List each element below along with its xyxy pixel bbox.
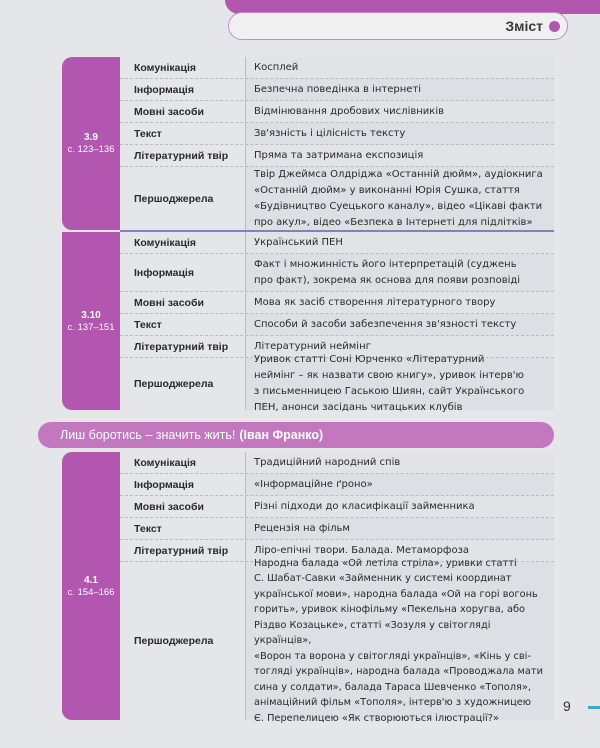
row-value: Мова як засіб створення літературного твору xyxy=(246,292,554,313)
row-key: Текст xyxy=(120,123,246,144)
row-value: Пряма та затримана експозиція xyxy=(246,145,554,166)
row-key: Комунікація xyxy=(120,232,246,253)
lesson-number: 4.1 xyxy=(84,574,98,586)
row-value: Твір Джеймса Олдріджа «Останній дюйм», аудіокнига «Останній дюйм» у виконанні Юрія Сушка, стаття «Будівництво Суецького каналу», відео «Цікаві факти про акул», відео «Безпека в Інтернеті для підлітків» xyxy=(246,167,554,230)
row-key: Мовні засоби xyxy=(120,292,246,313)
quote-text: Лиш боротись – значить жить! xyxy=(60,428,236,442)
row-value: Факт і множинність його інтерпретацій (суджень про факт), зокрема як основа для появи розповіді xyxy=(246,254,554,291)
table-row xyxy=(120,145,554,167)
table-row xyxy=(120,101,554,123)
table-row xyxy=(120,557,554,724)
lesson-pages: с. 123–136 xyxy=(67,144,115,155)
quote-banner xyxy=(38,422,554,448)
table-row xyxy=(120,123,554,145)
lesson-rows xyxy=(120,452,554,724)
row-key: Комунікація xyxy=(120,57,246,78)
table-row xyxy=(120,254,554,292)
row-key: Мовні засоби xyxy=(120,496,246,517)
lesson-rows xyxy=(120,232,554,413)
row-key: Літературний твір xyxy=(120,540,246,561)
lesson-pages: с. 154–166 xyxy=(67,586,115,598)
table-row xyxy=(120,452,554,474)
table-row xyxy=(120,57,554,79)
row-value: Косплей xyxy=(246,57,554,78)
lesson-block-4-1 xyxy=(62,452,554,724)
row-key: Інформація xyxy=(120,79,246,100)
row-value: Традиційний народний спів xyxy=(246,452,554,473)
row-value: Відмінювання дробових числівників xyxy=(246,101,554,122)
table-row xyxy=(120,518,554,540)
section-title: Зміст xyxy=(505,18,543,34)
lesson-number: 3.9 xyxy=(84,132,98,143)
row-value: Український ПЕН xyxy=(246,232,554,253)
row-key: Текст xyxy=(120,314,246,335)
row-key: Мовні засоби xyxy=(120,101,246,122)
row-value: Безпечна поведінка в інтернеті xyxy=(246,79,554,100)
table-row xyxy=(120,496,554,518)
lesson-rows xyxy=(120,57,554,230)
lesson-block-3-10 xyxy=(62,232,554,413)
table-row xyxy=(120,314,554,336)
table-row xyxy=(120,354,554,413)
lesson-block-3-9 xyxy=(62,57,554,230)
row-key: Інформація xyxy=(120,254,246,291)
row-value: «Інформаційне ґроно» xyxy=(246,474,554,495)
lesson-label xyxy=(62,452,120,720)
row-value: Різні підходи до класифікації займенника xyxy=(246,496,554,517)
row-key: Літературний твір xyxy=(120,145,246,166)
lesson-pages: с. 137–151 xyxy=(67,321,115,333)
row-value: Уривок статті Соні Юрченко «Літературний неймінг – як назвати свою книгу», уривок інтерв'ю з письменницею Гаською Шиян, сайт Українського ПЕН, анонси засідань читацьких клубів xyxy=(246,358,554,410)
row-key: Текст xyxy=(120,518,246,539)
row-value: Рецензія на фільм xyxy=(246,518,554,539)
table-row xyxy=(120,292,554,314)
table-row xyxy=(120,167,554,230)
row-value: Ліро-епічні твори. Балада. Метаморфоза xyxy=(246,540,554,561)
table-row xyxy=(120,474,554,496)
row-key: Першоджерела xyxy=(120,562,246,720)
lesson-label xyxy=(62,57,120,230)
table-row xyxy=(120,232,554,254)
row-value: Народна балада «Ой летіла стріла», уривки статті С. Шабат-Савки «Займенник у системі координат української мови», народна балада «Ой на горі вогонь горить», уривок кінофільму «Пекельна хоругва, або Різдво Козацьке», статті «Зозуля у світогляді українців», «Ворон та ворона у світогляді українців», «Кінь у сві- тогляді українців», народна балада «Проводжала мати сина у солдати», балада Тараса Шевченко «Тополя», анімаційний фільм «Тополя», інтерв'ю з художницею Є. Перепелицею «Як створюються ілюстрації?» xyxy=(246,562,554,720)
row-key: Інформація xyxy=(120,474,246,495)
bullet-dot-icon xyxy=(549,21,560,32)
row-key: Першоджерела xyxy=(120,167,246,230)
row-value: Зв'язність і цілісність тексту xyxy=(246,123,554,144)
row-value: Способи й засоби забезпечення зв'язності тексту xyxy=(246,314,554,335)
row-key: Літературний твір xyxy=(120,336,246,357)
row-value: Літературний неймінг xyxy=(246,336,554,357)
lesson-number: 3.10 xyxy=(81,309,101,321)
row-key: Комунікація xyxy=(120,452,246,473)
page-number: 9 xyxy=(563,698,571,714)
section-header xyxy=(228,12,568,40)
page-edge-tab xyxy=(588,706,600,709)
quote-author: (Іван Франко) xyxy=(239,428,324,442)
lesson-label xyxy=(62,232,120,410)
row-key: Першоджерела xyxy=(120,358,246,410)
table-row xyxy=(120,79,554,101)
